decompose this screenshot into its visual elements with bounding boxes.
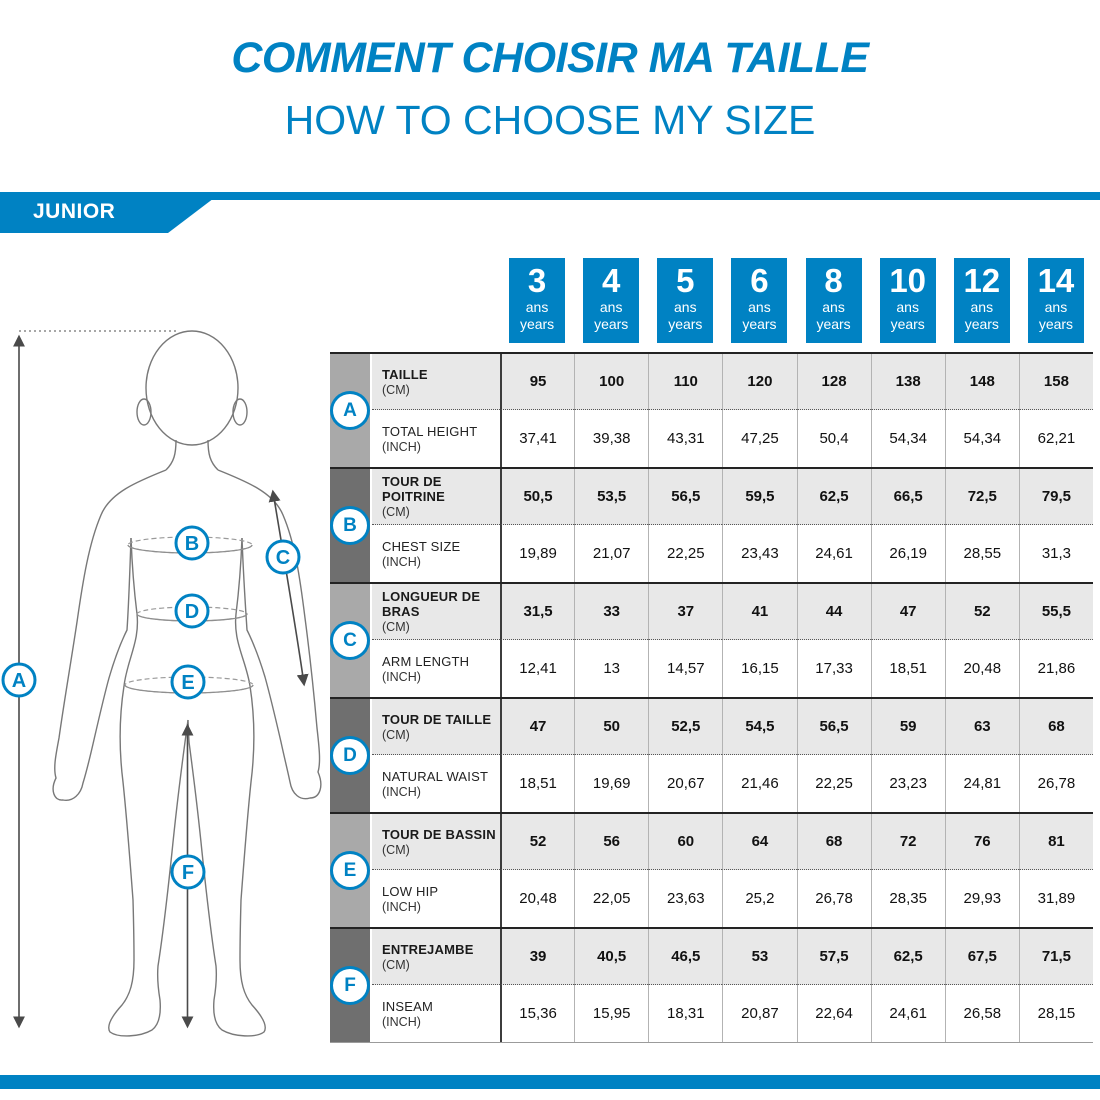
row-label-unit: (INCH) — [382, 1014, 421, 1029]
size-value-cell: 50,4 — [797, 410, 871, 467]
svg-text:E: E — [181, 672, 195, 694]
row-label-text: TOUR DE BASSIN — [382, 826, 496, 842]
letter-column-cell — [330, 469, 372, 582]
size-value-cell: 12,41 — [500, 640, 574, 697]
letter-column-cell — [330, 699, 372, 812]
size-value-cell: 47,25 — [722, 410, 796, 467]
size-value-cell: 26,19 — [871, 525, 945, 582]
age-unit-english: years — [1038, 316, 1074, 332]
age-unit-english: years — [742, 316, 777, 332]
size-value-cell: 37 — [648, 584, 722, 640]
age-column-header — [509, 258, 565, 343]
age-number: 5 — [676, 262, 695, 299]
body-silhouette-figure — [0, 300, 330, 1040]
row-label-text: ENTREJAMBE — [382, 941, 474, 957]
diagram-marker-d — [176, 595, 208, 627]
size-value-cell: 138 — [871, 354, 945, 410]
row-label-text: TOUR DE POITRINE — [382, 474, 445, 504]
size-value-cell: 19,69 — [574, 755, 648, 812]
size-value-cell: 28,15 — [1019, 985, 1093, 1042]
size-value-cell: 72,5 — [945, 469, 1019, 525]
size-value-cell: 62,5 — [871, 929, 945, 985]
size-value-cell: 20,48 — [945, 640, 1019, 697]
size-value-cell: 37,41 — [500, 410, 574, 467]
size-value-cell: 95 — [500, 354, 574, 410]
size-value-cell: 21,46 — [722, 755, 796, 812]
age-header-cell — [797, 258, 871, 343]
age-number: 14 — [1037, 262, 1075, 299]
size-value-cell: 110 — [648, 354, 722, 410]
arm-length-arrow — [273, 492, 304, 684]
size-value-cell: 100 — [574, 354, 648, 410]
svg-text:C: C — [275, 547, 291, 569]
size-value-cell: 60 — [648, 814, 722, 870]
svg-text:F: F — [181, 862, 195, 884]
size-value-cell: 28,55 — [945, 525, 1019, 582]
size-value-cell: 46,5 — [648, 929, 722, 985]
size-value-cell: 21,86 — [1019, 640, 1093, 697]
size-value-cell: 50 — [574, 699, 648, 755]
size-value-cell: 40,5 — [574, 929, 648, 985]
row-label-unit: (CM) — [382, 505, 410, 519]
size-value-cell: 18,51 — [500, 755, 574, 812]
row-label-unit: (CM) — [382, 382, 410, 397]
size-value-cell: 72 — [871, 814, 945, 870]
age-number: 3 — [527, 262, 547, 299]
banner-shape — [0, 192, 1100, 233]
row-label-text: LOW HIP — [382, 883, 439, 899]
row-label-unit: (INCH) — [382, 784, 421, 799]
size-value-cell: 64 — [722, 814, 796, 870]
size-value-cell: 22,64 — [797, 985, 871, 1042]
age-number: 10 — [889, 262, 927, 299]
size-value-cell: 13 — [574, 640, 648, 697]
size-value-cell: 22,25 — [797, 755, 871, 812]
size-value-cell: 54,34 — [945, 410, 1019, 467]
size-value-cell: 19,89 — [500, 525, 574, 582]
age-column-header — [880, 258, 936, 343]
measure-letter-badge: E — [330, 851, 370, 890]
size-value-cell: 79,5 — [1019, 469, 1093, 525]
page-title-english: HOW TO CHOOSE MY SIZE — [284, 97, 816, 143]
size-value-cell: 23,43 — [722, 525, 796, 582]
junior-banner — [0, 192, 1100, 233]
size-value-cell: 59 — [871, 699, 945, 755]
age-header-cell — [574, 258, 648, 343]
size-value-cell: 62,5 — [797, 469, 871, 525]
size-value-cell: 41 — [722, 584, 796, 640]
row-label-text: CHEST SIZE — [382, 538, 461, 554]
size-value-cell: 39,38 — [574, 410, 648, 467]
size-value-cell: 39 — [500, 929, 574, 985]
size-value-cell: 53 — [722, 929, 796, 985]
size-value-cell: 81 — [1019, 814, 1093, 870]
row-label-text: ARM LENGTH — [382, 653, 470, 669]
size-value-cell: 17,33 — [797, 640, 871, 697]
row-label — [372, 755, 500, 812]
size-value-cell: 148 — [945, 354, 1019, 410]
size-value-cell: 24,61 — [797, 525, 871, 582]
size-value-cell: 33 — [574, 584, 648, 640]
age-unit-french: ans — [822, 299, 845, 315]
age-column-header — [806, 258, 862, 343]
size-value-cell: 54,5 — [722, 699, 796, 755]
diagram-marker-e — [172, 666, 204, 698]
row-label — [372, 640, 500, 697]
bottom-accent-bar — [0, 1075, 1100, 1089]
size-value-cell: 128 — [797, 354, 871, 410]
measure-letter-badge: D — [330, 736, 370, 775]
row-label — [372, 525, 500, 582]
row-label — [372, 354, 500, 410]
age-column-header — [954, 258, 1010, 343]
measure-letter-badge: C — [330, 621, 370, 660]
age-unit-french: ans — [599, 299, 623, 315]
row-label-unit: (INCH) — [382, 439, 421, 454]
age-column-header — [657, 258, 713, 343]
measure-letter-badge: F — [330, 966, 370, 1005]
letter-column-cell — [330, 814, 372, 927]
size-value-cell: 44 — [797, 584, 871, 640]
size-value-cell: 26,78 — [1019, 755, 1093, 812]
age-column-header — [1028, 258, 1084, 343]
row-label-text: LONGUEUR DE BRAS — [382, 589, 481, 619]
size-section-c — [330, 582, 1093, 697]
row-label — [372, 410, 500, 467]
header-spacer — [330, 258, 372, 343]
age-unit-english: years — [816, 316, 851, 332]
size-value-cell: 16,15 — [722, 640, 796, 697]
size-value-cell: 67,5 — [945, 929, 1019, 985]
size-value-cell: 120 — [722, 354, 796, 410]
size-value-cell: 14,57 — [648, 640, 722, 697]
size-value-cell: 23,63 — [648, 870, 722, 927]
size-value-cell: 20,87 — [722, 985, 796, 1042]
size-table — [330, 352, 1093, 1043]
age-header-cell — [945, 258, 1019, 343]
row-label-unit: (INCH) — [382, 554, 421, 569]
age-header-cell — [500, 258, 574, 343]
body-measurement-diagram — [0, 300, 330, 1040]
age-unit-french: ans — [674, 299, 697, 315]
letter-column-cell — [330, 584, 372, 697]
row-label-text: TOTAL HEIGHT — [382, 423, 478, 439]
age-column-header — [583, 258, 639, 343]
size-section-a — [330, 352, 1093, 467]
age-header-cell — [871, 258, 945, 343]
size-value-cell: 26,58 — [945, 985, 1019, 1042]
size-value-cell: 28,35 — [871, 870, 945, 927]
row-label-unit: (CM) — [382, 957, 410, 972]
row-label-unit: (CM) — [382, 727, 410, 742]
row-label — [372, 469, 500, 525]
age-header-cell — [722, 258, 796, 343]
age-number: 6 — [750, 262, 769, 299]
age-unit-english: years — [668, 316, 703, 332]
svg-text:B: B — [184, 533, 200, 555]
row-label-unit: (CM) — [382, 620, 410, 634]
age-number: 12 — [963, 262, 1001, 299]
age-number: 8 — [824, 262, 843, 299]
diagram-marker-f — [172, 856, 204, 888]
size-value-cell: 23,23 — [871, 755, 945, 812]
size-value-cell: 20,48 — [500, 870, 574, 927]
size-value-cell: 22,25 — [648, 525, 722, 582]
size-value-cell: 68 — [797, 814, 871, 870]
size-value-cell: 21,07 — [574, 525, 648, 582]
measure-letter-badge: B — [330, 506, 370, 545]
age-unit-english: years — [964, 316, 999, 332]
size-value-cell: 52 — [500, 814, 574, 870]
size-value-cell: 59,5 — [722, 469, 796, 525]
row-label — [372, 699, 500, 755]
age-unit-english: years — [519, 316, 555, 332]
size-section-b — [330, 467, 1093, 582]
diagram-marker-b — [176, 527, 208, 559]
age-header-cell — [648, 258, 722, 343]
size-value-cell: 47 — [500, 699, 574, 755]
size-value-cell: 52 — [945, 584, 1019, 640]
row-label — [372, 814, 500, 870]
size-value-cell: 53,5 — [574, 469, 648, 525]
row-label-text: TAILLE — [382, 366, 428, 382]
size-value-cell: 56,5 — [648, 469, 722, 525]
age-unit-french: ans — [748, 299, 771, 315]
row-label — [372, 929, 500, 985]
header-spacer — [372, 258, 500, 343]
size-value-cell: 22,05 — [574, 870, 648, 927]
age-unit-english: years — [594, 316, 629, 332]
age-header-cell — [1019, 258, 1093, 343]
size-value-cell: 71,5 — [1019, 929, 1093, 985]
size-value-cell: 26,78 — [797, 870, 871, 927]
category-label: JUNIOR — [33, 200, 116, 223]
size-value-cell: 55,5 — [1019, 584, 1093, 640]
size-value-cell: 15,36 — [500, 985, 574, 1042]
row-label-text: TOUR DE TAILLE — [382, 711, 492, 727]
size-value-cell: 56 — [574, 814, 648, 870]
row-label — [372, 985, 500, 1042]
row-label-unit: (INCH) — [382, 669, 421, 684]
size-value-cell: 18,51 — [871, 640, 945, 697]
size-value-cell: 56,5 — [797, 699, 871, 755]
age-unit-french: ans — [525, 299, 549, 315]
age-header-row — [330, 258, 1093, 343]
size-value-cell: 15,95 — [574, 985, 648, 1042]
row-label-text: INSEAM — [382, 998, 434, 1014]
age-unit-french: ans — [1044, 299, 1068, 315]
size-section-e — [330, 812, 1093, 927]
size-value-cell: 31,89 — [1019, 870, 1093, 927]
size-value-cell: 68 — [1019, 699, 1093, 755]
svg-text:A: A — [11, 670, 27, 692]
size-value-cell: 63 — [945, 699, 1019, 755]
size-value-cell: 47 — [871, 584, 945, 640]
size-value-cell: 76 — [945, 814, 1019, 870]
age-number: 4 — [602, 262, 621, 299]
age-unit-english: years — [890, 316, 925, 332]
row-label-text: NATURAL WAIST — [382, 768, 489, 784]
size-value-cell: 31,5 — [500, 584, 574, 640]
size-value-cell: 62,21 — [1019, 410, 1093, 467]
measure-letter-badge: A — [330, 391, 370, 430]
age-unit-french: ans — [970, 299, 994, 315]
size-value-cell: 54,34 — [871, 410, 945, 467]
size-section-f — [330, 927, 1093, 1042]
size-value-cell: 24,61 — [871, 985, 945, 1042]
row-label — [372, 584, 500, 640]
size-value-cell: 50,5 — [500, 469, 574, 525]
size-value-cell: 20,67 — [648, 755, 722, 812]
diagram-marker-a — [3, 664, 35, 696]
row-label — [372, 870, 500, 927]
letter-column-cell — [330, 929, 372, 1042]
size-value-cell: 57,5 — [797, 929, 871, 985]
size-value-cell: 18,31 — [648, 985, 722, 1042]
size-value-cell: 52,5 — [648, 699, 722, 755]
size-value-cell: 66,5 — [871, 469, 945, 525]
size-value-cell: 31,3 — [1019, 525, 1093, 582]
row-label-unit: (CM) — [382, 842, 410, 857]
size-value-cell: 24,81 — [945, 755, 1019, 812]
age-unit-french: ans — [896, 299, 919, 315]
size-section-d — [330, 697, 1093, 812]
size-value-cell: 25,2 — [722, 870, 796, 927]
svg-text:D: D — [184, 601, 200, 623]
size-value-cell: 43,31 — [648, 410, 722, 467]
size-value-cell: 158 — [1019, 354, 1093, 410]
row-label-unit: (INCH) — [382, 899, 421, 914]
age-column-header — [731, 258, 787, 343]
size-table-region — [330, 258, 1093, 1043]
page-title-french: COMMENT CHOISIR MA TAILLE — [231, 34, 869, 82]
diagram-marker-c — [267, 541, 299, 573]
size-value-cell: 29,93 — [945, 870, 1019, 927]
letter-column-cell — [330, 354, 372, 467]
